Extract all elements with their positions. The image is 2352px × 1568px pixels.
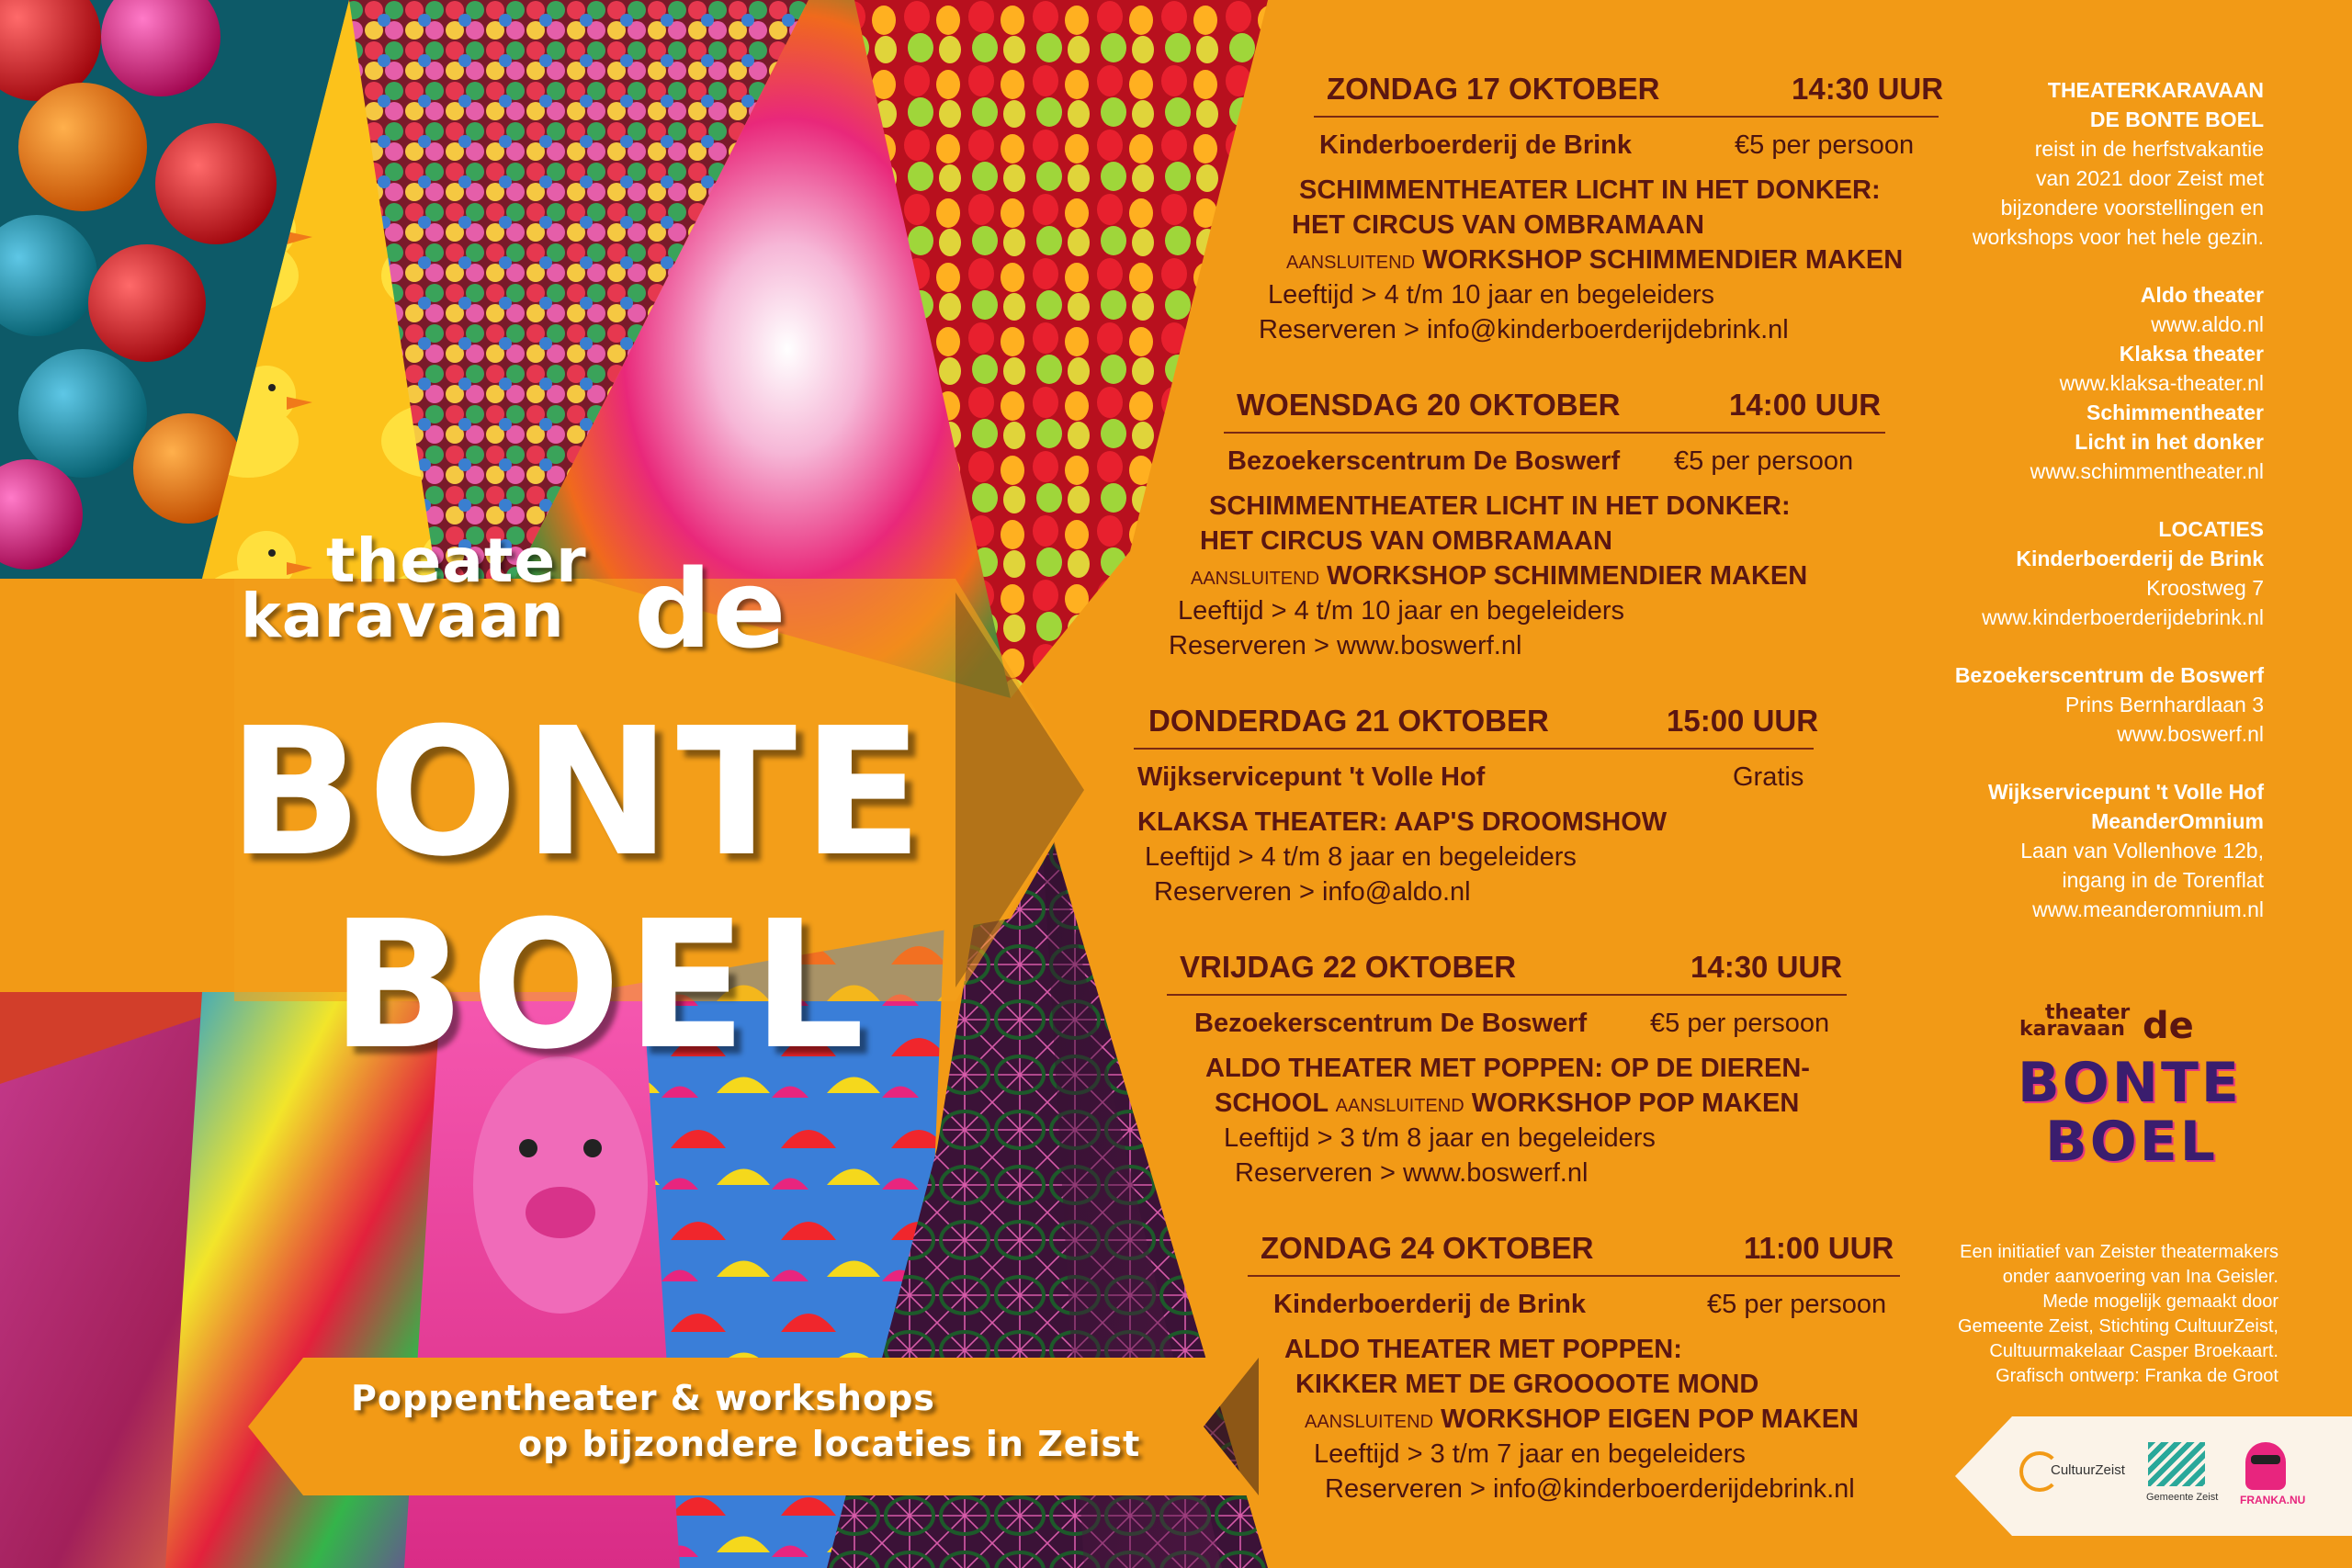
event-age: Leeftijd > 4 t/m 10 jaar en begeleiders bbox=[1268, 280, 1715, 310]
workshop-name: WORKSHOP POP MAKEN bbox=[1471, 1089, 1800, 1118]
event-title-1: SCHIMMENTHEATER LICHT IN HET DONKER: bbox=[1299, 175, 1881, 205]
event-reserve: Reserveren > www.boswerf.nl bbox=[1235, 1158, 1589, 1188]
credit-line: Mede mogelijk gemaakt door bbox=[2042, 1292, 2278, 1312]
small-logo-boel: BOEL bbox=[2045, 1110, 2218, 1174]
event-title-1: KLAKSA THEATER: AAP'S DROOMSHOW bbox=[1137, 807, 1668, 837]
credit-line: Een initiatief van Zeister theatermakers bbox=[1960, 1242, 2278, 1262]
credit-line: Cultuurmakelaar Casper Broekaart. bbox=[1989, 1341, 2278, 1361]
event-age: Leeftijd > 3 t/m 8 jaar en begeleiders bbox=[1224, 1123, 1656, 1153]
schimmen-link[interactable]: www.schimmentheater.nl bbox=[2030, 459, 2264, 483]
location-name: MeanderOmnium bbox=[2091, 809, 2264, 833]
credit-line: Gemeente Zeist, Stichting CultuurZeist, bbox=[1957, 1316, 2278, 1337]
event-date: DONDERDAG 21 OKTOBER bbox=[1148, 704, 1549, 738]
event-date: VRIJDAG 22 OKTOBER bbox=[1180, 950, 1517, 984]
banner-line2: op bijzondere locaties in Zeist bbox=[518, 1424, 1141, 1464]
schimmen-subheading: Licht in het donker bbox=[2075, 430, 2264, 454]
event-reserve: Reserveren > info@kinderboerderijdebrink.nl bbox=[1325, 1474, 1855, 1504]
small-logo-bonte: BONTE bbox=[2018, 1051, 2242, 1115]
location-name: Bezoekerscentrum de Boswerf bbox=[1954, 663, 2264, 687]
event-title-2 bbox=[1215, 1086, 1799, 1123]
aldo-link[interactable]: www.aldo.nl bbox=[2151, 312, 2264, 336]
event-price: €5 per persoon bbox=[1707, 1290, 1887, 1319]
franka-icon bbox=[2245, 1442, 2286, 1490]
logo-theater: theater bbox=[326, 525, 587, 596]
location-address: Prins Bernhardlaan 3 bbox=[2064, 693, 2264, 716]
event-divider bbox=[1248, 1275, 1900, 1277]
intro-text: reist in de herfstvakantie bbox=[2034, 137, 2264, 161]
klaksa-link[interactable]: www.klaksa-theater.nl bbox=[2059, 371, 2264, 395]
logo-de: de bbox=[634, 546, 787, 672]
event-reserve: Reserveren > www.boswerf.nl bbox=[1169, 631, 1522, 660]
event-time: 14:30 UUR bbox=[1792, 72, 1944, 106]
location-address: Laan van Vollenhove 12b, bbox=[2020, 839, 2264, 863]
event-divider bbox=[1314, 116, 1939, 118]
event-divider bbox=[1134, 748, 1814, 750]
event-time: 15:00 UUR bbox=[1667, 704, 1819, 738]
location-link[interactable]: www.kinderboerderijdebrink.nl bbox=[1982, 605, 2264, 629]
aldo-heading: Aldo theater bbox=[2140, 283, 2264, 307]
event-title-2: HET CIRCUS VAN OMBRAMAAN bbox=[1200, 526, 1612, 556]
cultuurzeist-label: CultuurZeist bbox=[2051, 1462, 2125, 1478]
credit-line: onder aanvoering van Ina Geisler. bbox=[2002, 1267, 2278, 1287]
event-time: 14:00 UUR bbox=[1729, 388, 1882, 422]
schimmen-heading: Schimmentheater bbox=[2086, 400, 2264, 424]
event-age: Leeftijd > 3 t/m 7 jaar en begeleiders bbox=[1314, 1439, 1746, 1469]
event-divider bbox=[1224, 432, 1885, 434]
workshop-name: WORKSHOP SCHIMMENDIER MAKEN bbox=[1327, 561, 1808, 591]
title-continuation: SCHOOL bbox=[1215, 1089, 1329, 1118]
location-name: Wijkservicepunt 't Volle Hof bbox=[1987, 780, 2264, 804]
small-logo bbox=[2018, 998, 2275, 1181]
logo-boel: BOEL bbox=[331, 884, 871, 1089]
logo-bonte: BONTE bbox=[228, 691, 929, 896]
credit-line: Grafisch ontwerp: Franka de Groot bbox=[1996, 1366, 2278, 1386]
klaksa-heading: Klaksa theater bbox=[2119, 342, 2264, 366]
event-location: Bezoekerscentrum De Boswerf bbox=[1194, 1009, 1588, 1038]
location-address: ingang in de Torenflat bbox=[2062, 868, 2264, 892]
event-date: WOENSDAG 20 OKTOBER bbox=[1237, 388, 1621, 422]
event-after bbox=[1305, 1402, 1859, 1439]
event-title-1: ALDO THEATER MET POPPEN: bbox=[1284, 1335, 1682, 1364]
event-location: Kinderboerderij de Brink bbox=[1319, 130, 1633, 160]
event-title-1: ALDO THEATER MET POPPEN: OP DE DIEREN- bbox=[1205, 1054, 1810, 1083]
after-label: AANSLUITEND bbox=[1335, 1096, 1464, 1116]
event-title-2: KIKKER MET DE GROOOOTE MOND bbox=[1295, 1370, 1759, 1399]
gemeente-zeist-label: Gemeente Zeist bbox=[2146, 1492, 2219, 1503]
location-link[interactable]: www.boswerf.nl bbox=[2117, 722, 2264, 746]
event-age: Leeftijd > 4 t/m 8 jaar en begeleiders bbox=[1145, 842, 1577, 872]
location-link[interactable]: www.meanderomnium.nl bbox=[2032, 897, 2264, 921]
event-price: €5 per persoon bbox=[1735, 130, 1915, 160]
credits bbox=[1874, 1240, 2278, 1389]
event-after bbox=[1191, 558, 1807, 596]
location-address: Kroostweg 7 bbox=[2146, 576, 2264, 600]
event-location: Bezoekerscentrum De Boswerf bbox=[1227, 446, 1621, 476]
event-price: €5 per persoon bbox=[1650, 1009, 1830, 1038]
event-time: 11:00 UUR bbox=[1744, 1231, 1894, 1265]
small-logo-de: de bbox=[2143, 1005, 2194, 1047]
event-location: Kinderboerderij de Brink bbox=[1273, 1290, 1587, 1319]
workshop-name: WORKSHOP EIGEN POP MAKEN bbox=[1441, 1404, 1860, 1434]
event-location: Wijkservicepunt 't Volle Hof bbox=[1137, 762, 1486, 792]
event-reserve: Reserveren > info@aldo.nl bbox=[1154, 877, 1471, 907]
after-label: AANSLUITEND bbox=[1191, 569, 1320, 589]
logo-karavaan: karavaan bbox=[241, 581, 565, 651]
location-name: Kinderboerderij de Brink bbox=[2016, 547, 2264, 570]
event-reserve: Reserveren > info@kinderboerderijdebrink.nl bbox=[1259, 315, 1789, 344]
event-price: Gratis bbox=[1733, 762, 1804, 792]
intro-heading-1: THEATERKARAVAAN bbox=[2047, 78, 2264, 102]
sunglasses-icon bbox=[2251, 1455, 2280, 1464]
sponsor-tag bbox=[1955, 1416, 2352, 1536]
intro-text: workshops voor het hele gezin. bbox=[1972, 225, 2264, 249]
small-logo-karavaan: karavaan bbox=[2019, 1018, 2125, 1041]
event-divider bbox=[1167, 994, 1847, 996]
small-logo-theater: theater bbox=[2045, 1001, 2131, 1024]
workshop-name: WORKSHOP SCHIMMENDIER MAKEN bbox=[1422, 245, 1904, 275]
event-age: Leeftijd > 4 t/m 10 jaar en begeleiders bbox=[1178, 596, 1625, 626]
intro-text: van 2021 door Zeist met bbox=[2035, 166, 2264, 190]
event-title-2: HET CIRCUS VAN OMBRAMAAN bbox=[1292, 210, 1704, 240]
after-label: AANSLUITEND bbox=[1286, 253, 1416, 273]
after-label: AANSLUITEND bbox=[1305, 1412, 1434, 1432]
event-date: ZONDAG 17 OKTOBER bbox=[1327, 72, 1660, 106]
intro-heading-2: DE BONTE BOEL bbox=[2089, 107, 2264, 131]
event-title-1: SCHIMMENTHEATER LICHT IN HET DONKER: bbox=[1209, 491, 1791, 521]
gemeente-zeist-icon bbox=[2148, 1442, 2205, 1486]
franka-label: FRANKA.NU bbox=[2240, 1494, 2306, 1506]
bottom-banner bbox=[248, 1358, 1259, 1495]
event-date: ZONDAG 24 OKTOBER bbox=[1261, 1231, 1594, 1265]
info-column bbox=[1860, 75, 2264, 924]
event-time: 14:30 UUR bbox=[1690, 950, 1843, 984]
locations-heading: LOCATIES bbox=[2158, 517, 2264, 541]
intro-text: bijzondere voorstellingen en bbox=[2000, 196, 2264, 220]
event-after bbox=[1286, 243, 1903, 280]
event-price: €5 per persoon bbox=[1674, 446, 1854, 476]
banner-line1: Poppentheater & workshops bbox=[351, 1378, 935, 1418]
